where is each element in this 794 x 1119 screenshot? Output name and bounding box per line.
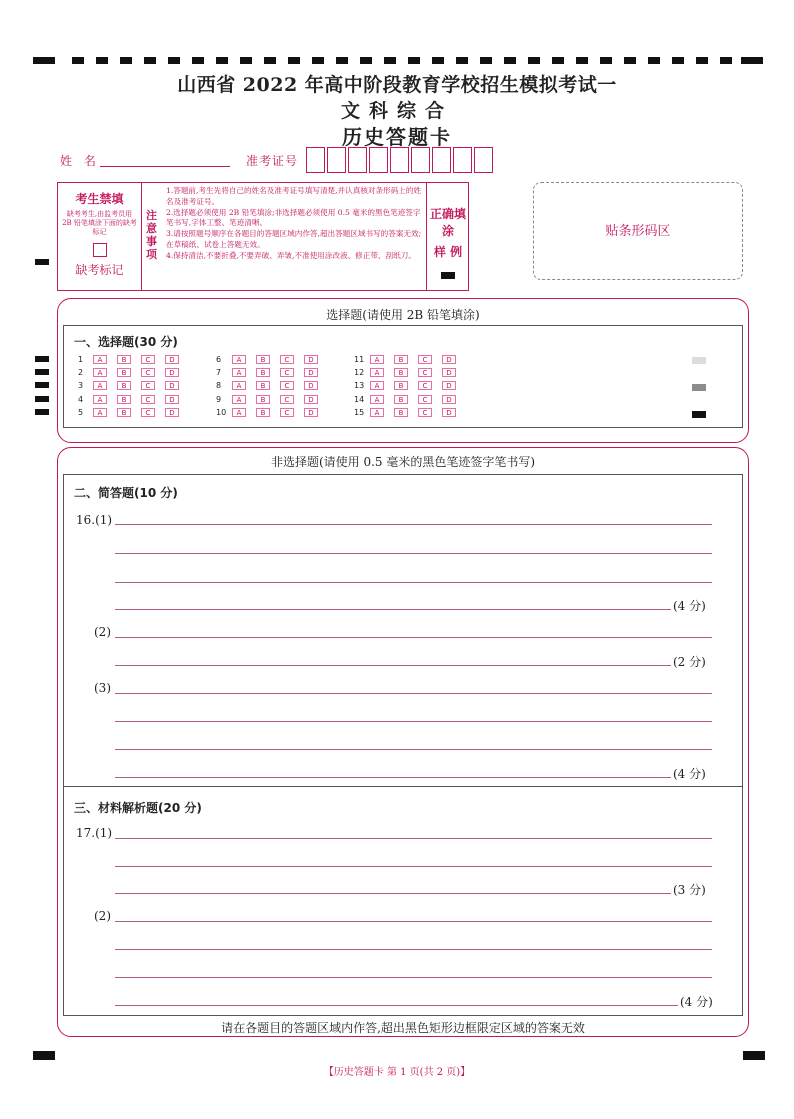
answer-line[interactable] xyxy=(115,665,671,666)
option-a[interactable]: A xyxy=(370,381,384,390)
question-number: 15 xyxy=(354,408,365,417)
banned-text: 缺考考生,由监考员用 2B 铅笔填涂下面的缺考标记 xyxy=(62,210,137,236)
notice-item: 1.答题前,考生先将自己的姓名及准考证号填写清楚,并认真核对条形码上的姓名及准考证号。 xyxy=(166,186,422,206)
timing-mark xyxy=(168,57,180,64)
timing-mark xyxy=(648,57,660,64)
answer-line[interactable] xyxy=(115,637,712,638)
option-d[interactable]: D xyxy=(304,381,318,390)
sample-column xyxy=(427,183,469,290)
q16-2-score: (2 分) xyxy=(673,655,706,669)
question-number: 11 xyxy=(354,355,365,364)
timing-mark xyxy=(288,57,300,64)
option-b[interactable]: B xyxy=(256,408,270,417)
option-d[interactable]: D xyxy=(165,395,179,404)
timing-mark xyxy=(144,57,156,64)
timing-mark xyxy=(552,57,564,64)
timing-mark xyxy=(192,57,204,64)
question-number: 13 xyxy=(354,381,365,390)
short-answer-area xyxy=(63,474,743,787)
id-digit-box[interactable] xyxy=(474,147,493,173)
timing-mark xyxy=(672,57,684,64)
question-number: 10 xyxy=(216,408,227,417)
id-label: 准考证号 xyxy=(246,154,299,168)
side-mark xyxy=(35,259,49,265)
option-c[interactable]: C xyxy=(418,368,432,377)
option-c[interactable]: C xyxy=(280,395,294,404)
timing-mark xyxy=(33,57,55,64)
option-c[interactable]: C xyxy=(418,408,432,417)
option-b[interactable]: B xyxy=(117,408,131,417)
sample-label: 样 例 xyxy=(433,245,463,259)
option-c[interactable]: C xyxy=(280,355,294,364)
timing-mark xyxy=(408,57,420,64)
side-mark xyxy=(35,369,49,375)
option-a[interactable]: A xyxy=(93,381,107,390)
id-digit-box[interactable] xyxy=(390,147,409,173)
q16-1-label: 16.(1) xyxy=(76,513,113,527)
side-mark-medium xyxy=(692,384,706,391)
choice-section-title: 一、选择题(30 分) xyxy=(74,335,178,349)
notice-item: 4.保持清洁,不要折叠,不要弄破、弄皱,不准使用涂改液、修正带、刮纸刀。 xyxy=(166,250,416,260)
answer-line[interactable] xyxy=(115,693,712,694)
option-d[interactable]: D xyxy=(442,408,456,417)
id-digit-box[interactable] xyxy=(327,147,346,173)
side-mark xyxy=(35,396,49,402)
answer-line[interactable] xyxy=(115,524,712,525)
name-label: 姓 名 xyxy=(60,154,100,168)
q16-2-label: (2) xyxy=(94,625,111,639)
correct-fill-label: 正确填涂 xyxy=(429,207,466,238)
answer-line[interactable] xyxy=(115,893,671,894)
option-d[interactable]: D xyxy=(442,381,456,390)
option-b[interactable]: B xyxy=(394,355,408,364)
timing-mark xyxy=(336,57,348,64)
question-number: 7 xyxy=(216,368,222,377)
id-digit-box[interactable] xyxy=(432,147,451,173)
option-b[interactable]: B xyxy=(394,408,408,417)
material-analysis-area xyxy=(63,786,743,1016)
option-c[interactable]: C xyxy=(280,381,294,390)
side-mark-dark xyxy=(692,411,706,418)
option-d[interactable]: D xyxy=(304,368,318,377)
timing-mark xyxy=(96,57,108,64)
option-b[interactable]: B xyxy=(394,381,408,390)
timing-mark xyxy=(360,57,372,64)
q17-1-label: 17.(1) xyxy=(76,826,113,840)
option-d[interactable]: D xyxy=(442,355,456,364)
sample-filled-mark xyxy=(441,272,455,279)
banned-column xyxy=(58,183,142,290)
q16-3-score: (4 分) xyxy=(673,767,706,781)
attention-label: 注意事项 xyxy=(146,209,157,261)
q16-1-score: (4 分) xyxy=(673,599,706,613)
option-a[interactable]: A xyxy=(93,395,107,404)
option-c[interactable]: C xyxy=(418,355,432,364)
option-c[interactable]: C xyxy=(280,368,294,377)
option-d[interactable]: D xyxy=(304,408,318,417)
option-a[interactable]: A xyxy=(93,368,107,377)
question-number: 12 xyxy=(354,368,365,377)
timing-mark xyxy=(504,57,516,64)
option-a[interactable]: A xyxy=(370,368,384,377)
id-digit-box[interactable] xyxy=(411,147,430,173)
q17-2-label: (2) xyxy=(94,909,111,923)
option-b[interactable]: B xyxy=(117,381,131,390)
question-number: 6 xyxy=(216,355,222,364)
timing-mark xyxy=(240,57,252,64)
option-b[interactable]: B xyxy=(117,395,131,404)
option-a[interactable]: A xyxy=(232,395,246,404)
option-d[interactable]: D xyxy=(304,395,318,404)
q17-1-score: (3 分) xyxy=(673,883,706,897)
attention-column xyxy=(142,183,164,290)
timing-mark xyxy=(216,57,228,64)
timing-mark xyxy=(624,57,636,64)
option-a[interactable]: A xyxy=(370,355,384,364)
nonchoice-panel-title: 非选择题(请使用 0.5 毫米的黑色笔迹签字笔书写) xyxy=(270,455,536,469)
option-a[interactable]: A xyxy=(370,395,384,404)
option-d[interactable]: D xyxy=(165,355,179,364)
option-b[interactable]: B xyxy=(256,368,270,377)
option-d[interactable]: D xyxy=(165,381,179,390)
option-a[interactable]: A xyxy=(93,355,107,364)
name-field[interactable] xyxy=(100,166,230,167)
question-number: 5 xyxy=(78,408,84,417)
timing-mark xyxy=(456,57,468,64)
short-answer-title: 二、简答题(10 分) xyxy=(74,486,178,500)
side-mark xyxy=(35,409,49,415)
option-c[interactable]: C xyxy=(280,408,294,417)
option-b[interactable]: B xyxy=(394,395,408,404)
card-title: 历史答题卡 xyxy=(342,125,452,149)
answer-line[interactable] xyxy=(115,866,712,867)
option-d[interactable]: D xyxy=(442,368,456,377)
timing-mark xyxy=(720,57,732,64)
answer-line[interactable] xyxy=(115,582,712,583)
timing-mark xyxy=(600,57,612,64)
absent-mark-label: 缺考标记 xyxy=(75,263,124,277)
corner-mark xyxy=(33,1051,55,1060)
option-b[interactable]: B xyxy=(117,368,131,377)
question-number: 3 xyxy=(78,381,84,390)
option-c[interactable]: C xyxy=(141,408,155,417)
option-c[interactable]: C xyxy=(418,381,432,390)
answer-line[interactable] xyxy=(115,977,712,978)
timing-mark xyxy=(120,57,132,64)
option-c[interactable]: C xyxy=(418,395,432,404)
q17-2-score: (4 分) xyxy=(680,995,713,1009)
question-number: 1 xyxy=(78,355,84,364)
option-b[interactable]: B xyxy=(256,355,270,364)
option-d[interactable]: D xyxy=(304,355,318,364)
timing-mark xyxy=(741,57,763,64)
footer-warning: 请在各题目的答题区域内作答,超出黑色矩形边框限定区域的答案无效 xyxy=(221,1021,585,1035)
answer-line[interactable] xyxy=(115,949,712,950)
side-mark xyxy=(35,382,49,388)
option-a[interactable]: A xyxy=(232,355,246,364)
question-number: 9 xyxy=(216,395,222,404)
answer-line[interactable] xyxy=(115,553,712,554)
id-digit-box[interactable] xyxy=(453,147,472,173)
absent-checkbox[interactable] xyxy=(93,243,107,257)
answer-line[interactable] xyxy=(115,749,712,750)
side-mark-light xyxy=(692,357,706,364)
material-analysis-title: 三、材料解析题(20 分) xyxy=(74,801,202,815)
option-c[interactable]: C xyxy=(141,395,155,404)
id-digit-box[interactable] xyxy=(306,147,325,173)
notice-item: 2.选择题必须使用 2B 铅笔填涂;非选择题必须使用 0.5 毫米的黑色笔迹签字笔书写,字体工整、笔迹清晰。 xyxy=(166,207,421,228)
side-mark xyxy=(35,356,49,362)
answer-line[interactable] xyxy=(115,921,712,922)
timing-mark xyxy=(72,57,84,64)
option-a[interactable]: A xyxy=(93,408,107,417)
timing-mark xyxy=(432,57,444,64)
answer-line[interactable] xyxy=(115,777,671,778)
notice-box xyxy=(57,182,469,291)
banned-title: 考生禁填 xyxy=(75,192,124,206)
option-a[interactable]: A xyxy=(232,368,246,377)
option-b[interactable]: B xyxy=(394,368,408,377)
option-c[interactable]: C xyxy=(141,368,155,377)
q16-3-label: (3) xyxy=(94,681,111,695)
option-d[interactable]: D xyxy=(442,395,456,404)
option-b[interactable]: B xyxy=(256,381,270,390)
question-number: 4 xyxy=(78,395,84,404)
corner-mark xyxy=(743,1051,765,1060)
question-number: 2 xyxy=(78,368,84,377)
id-digit-box[interactable] xyxy=(348,147,367,173)
subject-title: 文科综合 xyxy=(340,100,453,122)
option-b[interactable]: B xyxy=(117,355,131,364)
option-b[interactable]: B xyxy=(256,395,270,404)
notice-items xyxy=(164,183,427,290)
option-a[interactable]: A xyxy=(232,408,246,417)
barcode-area: 贴条形码区 xyxy=(533,182,743,280)
question-number: 14 xyxy=(354,395,365,404)
answer-line[interactable] xyxy=(115,1005,678,1006)
option-d[interactable]: D xyxy=(165,408,179,417)
option-c[interactable]: C xyxy=(141,355,155,364)
timing-mark xyxy=(576,57,588,64)
answer-line[interactable] xyxy=(115,838,712,839)
answer-line[interactable] xyxy=(115,721,712,722)
exam-title: 山西省 2022 年高中阶段教育学校招生模拟考试一 xyxy=(177,74,617,96)
option-a[interactable]: A xyxy=(370,408,384,417)
notice-item: 3.请按照题号顺序在各题目的答题区域内作答,超出答题区域书写的答案无效;在草稿纸、试卷上答题无效。 xyxy=(166,229,422,249)
timing-mark xyxy=(528,57,540,64)
question-number: 8 xyxy=(216,381,222,390)
option-d[interactable]: D xyxy=(165,368,179,377)
choice-panel-title: 选择题(请使用 2B 铅笔填涂) xyxy=(326,308,480,322)
page-footer: 【历史答题卡 第 1 页(共 2 页)】 xyxy=(323,1067,471,1078)
timing-mark xyxy=(312,57,324,64)
timing-mark xyxy=(696,57,708,64)
option-c[interactable]: C xyxy=(141,381,155,390)
answer-line[interactable] xyxy=(115,609,671,610)
timing-mark xyxy=(264,57,276,64)
timing-mark xyxy=(480,57,492,64)
timing-mark xyxy=(384,57,396,64)
option-a[interactable]: A xyxy=(232,381,246,390)
id-digit-box[interactable] xyxy=(369,147,388,173)
